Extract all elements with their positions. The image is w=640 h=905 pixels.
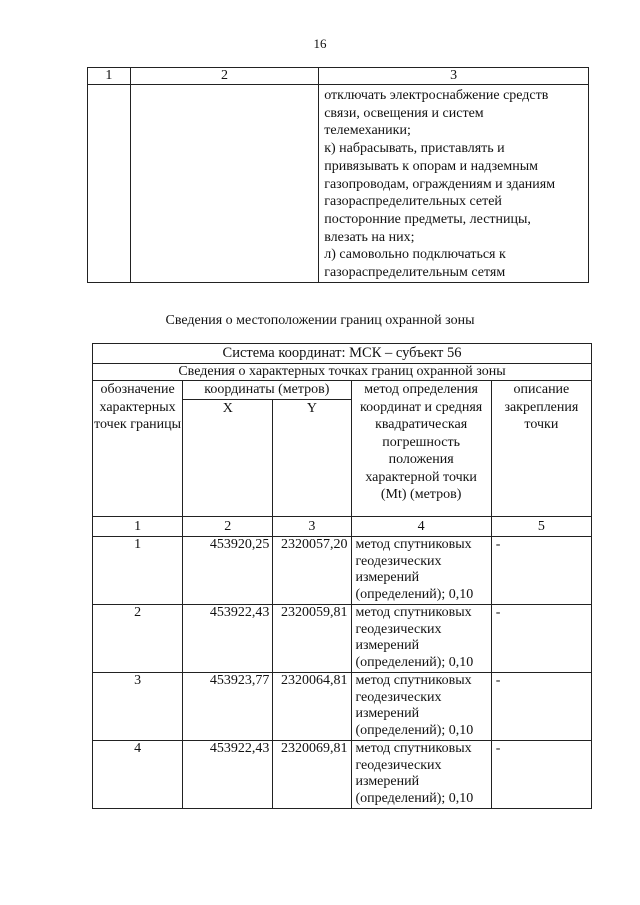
requirements-text	[319, 85, 588, 282]
section-title: Сведения о местоположении границ охранной зоны	[165, 313, 475, 328]
text-line: посторонние предметы, лестницы,	[324, 211, 531, 227]
text-line: привязывать к опорам и надземным	[324, 158, 539, 174]
table-row	[88, 85, 589, 283]
y-value: 2320069,81	[273, 741, 351, 809]
column-number: 3	[273, 517, 351, 537]
table-row	[93, 537, 592, 605]
coordinates-header: координаты (метров)	[183, 381, 351, 400]
text-line: связи, освещения и систем	[324, 105, 484, 121]
point-number: 2	[93, 605, 183, 673]
requirements-continuation-table	[87, 67, 589, 283]
column-number: 4	[351, 517, 491, 537]
column-header-2: 2	[130, 68, 319, 85]
column-number: 5	[491, 517, 591, 537]
table-row	[93, 605, 592, 673]
y-value: 2320059,81	[273, 605, 351, 673]
requirements-text-cell	[319, 85, 589, 283]
description-value: -	[491, 673, 591, 741]
text-line: газопроводам, ограждениям и зданиям	[324, 176, 556, 192]
table-row	[93, 741, 592, 809]
description-value: -	[491, 605, 591, 673]
point-number: 4	[93, 741, 183, 809]
column-number: 1	[93, 517, 183, 537]
column-header-3: 3	[319, 68, 589, 85]
x-value: 453922,43	[183, 605, 273, 673]
table-subtitle: Сведения о характерных точках границ охранной зоны	[93, 364, 592, 381]
table-row	[93, 673, 592, 741]
x-value: 453923,77	[183, 673, 273, 741]
designation-header: обозначение характерных точек границы	[93, 381, 183, 517]
point-number: 1	[93, 537, 183, 605]
coordinates-table	[92, 343, 592, 809]
x-value: 453922,43	[183, 741, 273, 809]
method-value: метод спутниковых геодезических измерений (определений); 0,10	[351, 741, 491, 809]
text-line: к) набрасывать, приставлять и	[324, 141, 505, 157]
y-value: 2320064,81	[273, 673, 351, 741]
system-row	[93, 344, 592, 364]
text-line: отключать электроснабжение средств	[324, 88, 549, 103]
text-line: л) самовольно подключаться к	[324, 247, 506, 263]
y-value: 2320057,20	[273, 537, 351, 605]
subtitle-row	[93, 364, 592, 381]
table-header-row	[93, 381, 592, 400]
x-header: X	[183, 399, 273, 517]
text-line: телемеханики;	[324, 123, 411, 139]
table-header-row	[88, 68, 589, 85]
description-value: -	[491, 741, 591, 809]
empty-cell	[130, 85, 319, 283]
text-line: газораспределительных сетей	[324, 194, 502, 210]
method-value: метод спутниковых геодезических измерений (определений); 0,10	[351, 673, 491, 741]
column-numbers-row	[93, 517, 592, 537]
column-header-1: 1	[88, 68, 131, 85]
method-header: метод определения координат и средняя квадратическая погрешность положения характерной точки (Mt) (метров)	[351, 381, 491, 517]
description-header: описание закрепления точки	[491, 381, 591, 517]
y-header: Y	[273, 399, 351, 517]
text-line: газораспределительным сетям	[324, 265, 506, 281]
empty-cell	[88, 85, 131, 283]
page-number: 16	[313, 36, 327, 51]
description-value: -	[491, 537, 591, 605]
method-value: метод спутниковых геодезических измерений (определений); 0,10	[351, 605, 491, 673]
point-number: 3	[93, 673, 183, 741]
column-number: 2	[183, 517, 273, 537]
text-line: влезать на них;	[324, 229, 415, 245]
coordinate-system: Система координат: МСК – субъект 56	[93, 344, 592, 364]
x-value: 453920,25	[183, 537, 273, 605]
method-value: метод спутниковых геодезических измерений (определений); 0,10	[351, 537, 491, 605]
